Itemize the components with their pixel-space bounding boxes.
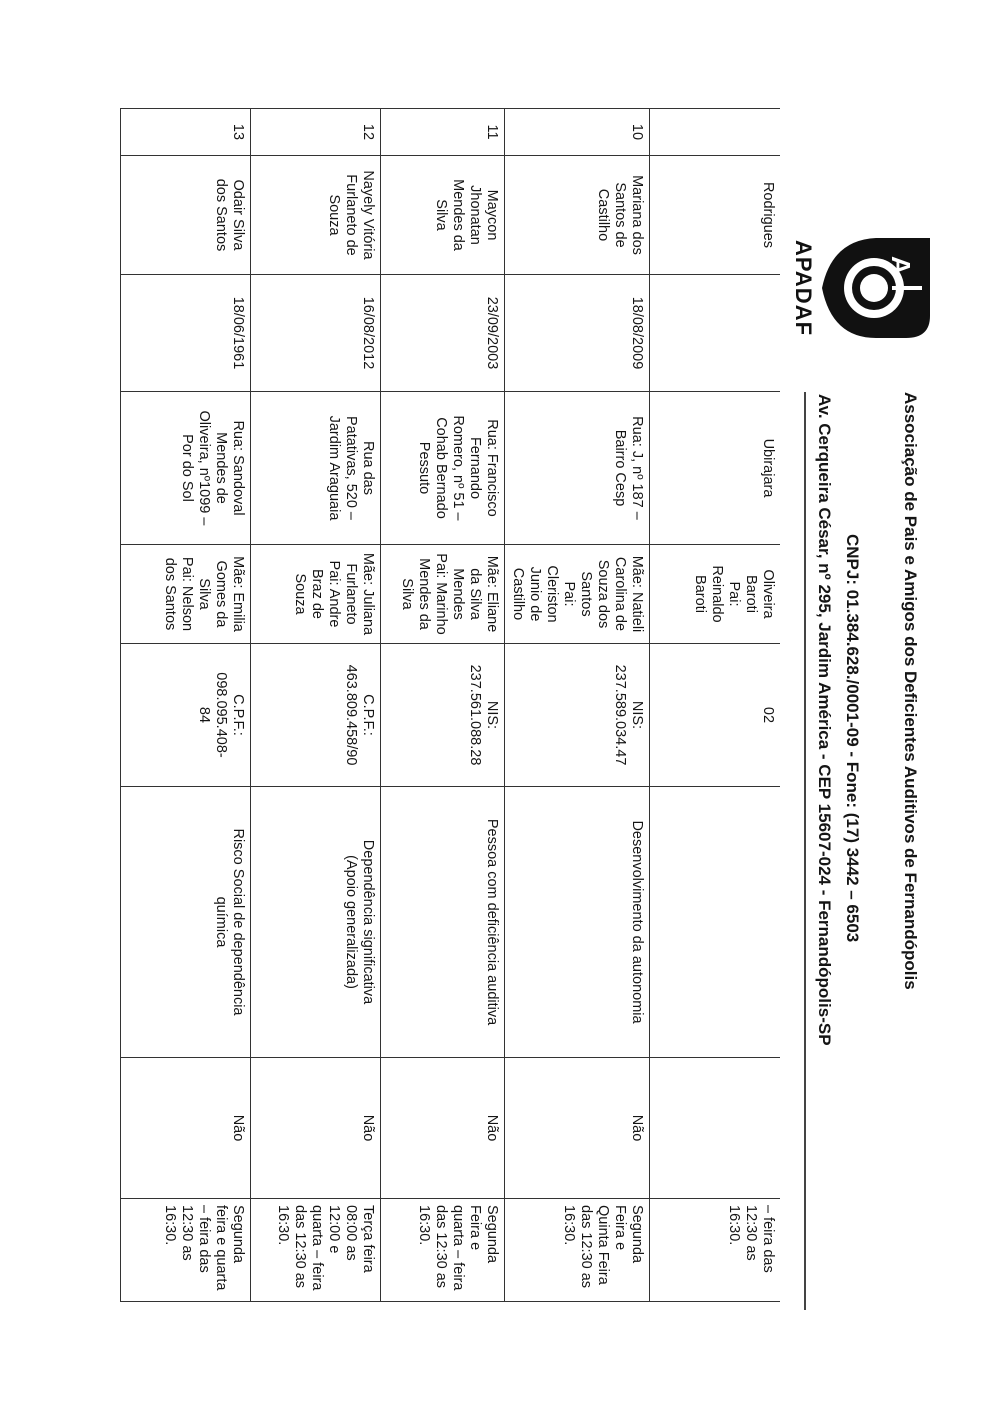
address-cell: Rua: Sandoval Mendes de Oliveira, nº1099 – Por do Sol <box>121 392 251 545</box>
beneficiaries-table <box>121 108 781 1302</box>
beneficiary-name-cell: Mariana dos Santos de Castilho <box>505 156 650 275</box>
answer-cell: Não <box>251 1058 381 1199</box>
parents-cell: Mãe: Eliane da Silva Mendes Pai: Marinho Mendes da Silva <box>381 545 505 644</box>
birth-date-cell: 16/08/2012 <box>251 275 381 392</box>
row-number-cell: 13 <box>121 109 251 156</box>
category-cell <box>650 787 780 1058</box>
address-line: Av. Cerqueira César, nº 295, Jardim América - CEP 15607-024 - Fernandópolis-SP <box>815 394 834 1046</box>
parents-cell: Mãe: Juliana Furlaneto Pai: Andre Braz de Souza <box>251 545 381 644</box>
address-cell: Rua das Patativas, 520 – Jardim Araguaia <box>251 392 381 545</box>
row-number-cell: 11 <box>381 109 505 156</box>
address-cell: Rua: J, nº 187 – Bairro Cesp <box>505 392 650 545</box>
category-cell: Risco Social de dependência química <box>121 787 251 1058</box>
table-row <box>121 109 251 1302</box>
parents-cell: Mãe: Emilia Gomes da Silva Pai: Nelson dos Santos <box>121 545 251 644</box>
table-row <box>650 109 780 1302</box>
document-number-cell: 02 <box>650 644 780 787</box>
answer-cell: Não <box>381 1058 505 1199</box>
row-number-cell <box>650 109 780 156</box>
category-cell: Dependência significativa (Apoio generalizada) <box>251 787 381 1058</box>
answer-cell <box>650 1058 780 1199</box>
birth-date-cell: 18/08/2009 <box>505 275 650 392</box>
beneficiary-name-cell: Nayely Vitória Furlaneto de Souza <box>251 156 381 275</box>
birth-date-cell: 23/09/2003 <box>381 275 505 392</box>
row-number-cell: 12 <box>251 109 381 156</box>
birth-date-cell: 18/06/1961 <box>121 275 251 392</box>
schedule-cell: Segunda feira e quarta – feira das 12:30 as 16:30. <box>121 1199 251 1302</box>
svg-text:A: A <box>886 256 916 275</box>
birth-date-cell <box>650 275 780 392</box>
schedule-cell: Terça feira 08:00 as 12:00 e quarta – feira das 12:30 as 16:30. <box>251 1199 381 1302</box>
parents-cell: Oliveira Baroti Pai: Reinaldo Baroti <box>650 545 780 644</box>
cnpj-phone: CNPJ: 01.384.628./0001-09 - Fone: (17) 3442 – 6503 <box>843 534 862 943</box>
document-number-cell: C.P.F.: 098.095.408- 84 <box>121 644 251 787</box>
row-number-cell: 10 <box>505 109 650 156</box>
category-cell: Desenvolvimento da autonomia <box>505 787 650 1058</box>
schedule-cell: Segunda Feira e quarta – feira das 12:30 as 16:30. <box>381 1199 505 1302</box>
address-cell: Rua: Francisco Fernando Romero, nº 51 – Cohab Bernado Pessuto <box>381 392 505 545</box>
apadaf-logo <box>816 232 936 344</box>
category-cell: Pessoa com deficiência auditiva <box>381 787 505 1058</box>
table-row <box>251 109 381 1302</box>
logo-text: APADAF <box>791 239 816 337</box>
document-number-cell: NIS: 237.589.034.47 <box>505 644 650 787</box>
beneficiary-name-cell: Maycon Jhonatan Mendes da Silva <box>381 156 505 275</box>
table-row <box>381 109 505 1302</box>
document-number-cell: C.P.F.: 463.809.458/90 <box>251 644 381 787</box>
beneficiary-name-cell: Odair Silva dos Santos <box>121 156 251 275</box>
parents-cell: Mãe: Natieli Carolina de Souza dos Santos Pai: Cleriston Junio de Castilho <box>505 545 650 644</box>
document-number-cell: NIS: 237.561.088.28 <box>381 644 505 787</box>
schedule-cell: – feira das 12:30 as 16:30. <box>650 1199 780 1302</box>
beneficiary-name-cell: Rodrigues <box>650 156 780 275</box>
table-row <box>505 109 650 1302</box>
header-divider <box>804 392 806 1310</box>
answer-cell: Não <box>505 1058 650 1199</box>
answer-cell: Não <box>121 1058 251 1199</box>
association-name: Associação de Pais e Amigos dos Deficientes Auditivos de Fernandópolis <box>901 392 920 990</box>
schedule-cell: Segunda Feira e Quinta Feira das 12:30 as 16:30. <box>505 1199 650 1302</box>
address-cell: Ubirajara <box>650 392 780 545</box>
